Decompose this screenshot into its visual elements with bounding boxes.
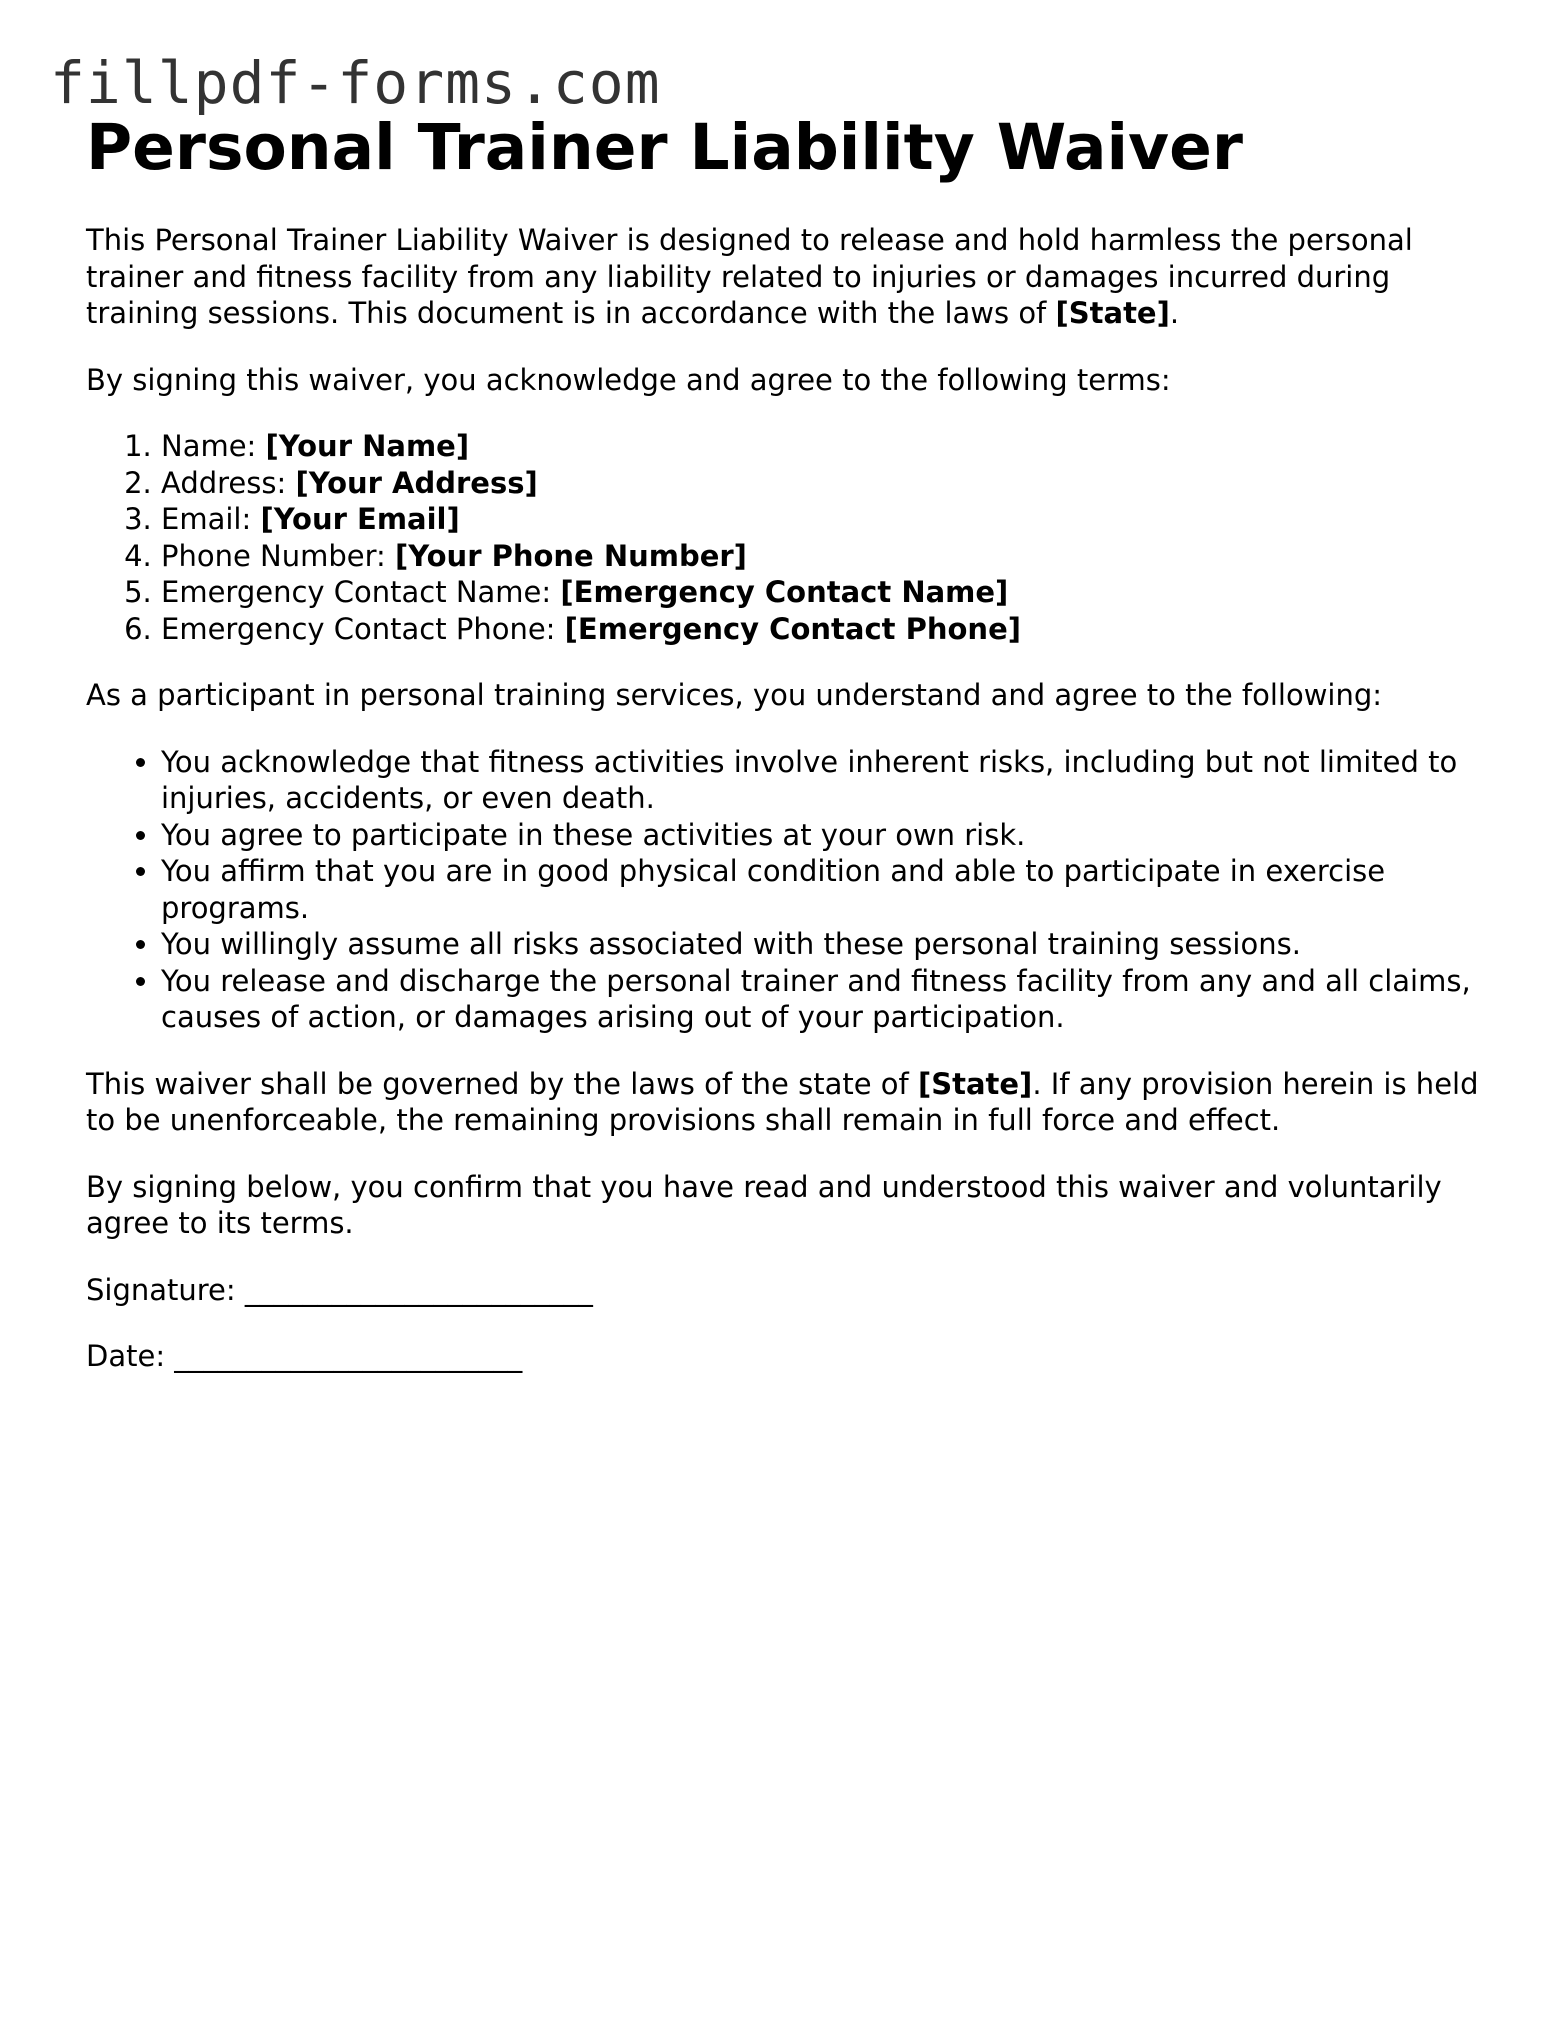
list-item [161,465,1486,502]
list-item: • You affirm that you are in good physical condition and able to participate in exercise programs. [161,853,1486,926]
field-value: [Your Name] [265,429,470,463]
field-value: [Emergency Contact Phone] [564,611,1021,646]
field-label: Email: [161,502,261,536]
page-title: Personal Trainer Liability Waiver [86,111,1243,184]
field-label: Emergency Contact Phone: [161,611,565,646]
field-value: [Your Address] [295,465,538,500]
list-item [161,611,1486,648]
field-label: Emergency Contact Name: [161,575,561,609]
list-item: • You willingly assume all risks associated with these personal training sessions. [161,926,1486,963]
governing-before: This waiver shall be governed by the laws of the state of [86,1066,918,1101]
field-value: [Your Email] [260,502,460,536]
field-label: Phone Number: [161,538,396,573]
list-item [161,574,1486,611]
confirm-paragraph: By signing below, you confirm that you have read and understood this waiver and voluntarily agree to its terms. [86,1169,1442,1240]
field-label: Name: [161,429,266,463]
list-item: • You release and discharge the personal trainer and fitness facility from any and all claims, causes of action, or damages arising out of your participation. [161,963,1486,1036]
intro-end: . [1169,296,1180,330]
list-item: • You agree to participate in these activities at your own risk. [161,817,1486,854]
governing-after: . If any provision herein is held to be unenforceable, the remaining provisions shall remain in full force and effect. [86,1066,1479,1137]
field-value: [Your Phone Number] [395,538,747,573]
watermark: fillpdf-forms.com [50,49,661,117]
acknowledgement-list [86,744,1486,1036]
field-value: [Emergency Contact Name] [560,575,1009,609]
intro-text: This Personal Trainer Liability Waiver is designed to release and hold harmless the personal trainer and fitness facility from any liability related to injuries or damages incurred during training sessions. This document is in accordance with the laws of [86,223,1413,330]
document-body [86,108,1486,1375]
governing-law-paragraph [86,1066,1486,1139]
intro-paragraph [86,222,1486,332]
date-line[interactable]: Date: ________________________ [86,1339,523,1373]
list-item [161,428,1486,465]
terms-lead: By signing this waiver, you acknowledge and agree to the following terms: [86,362,1171,397]
governing-state: [State] [917,1066,1033,1101]
participant-lead: As a participant in personal training services, you understand and agree to the following: [86,678,1383,712]
field-label: Address: [161,465,296,500]
info-fields-list [86,428,1486,647]
intro-state: [State] [1055,296,1170,330]
list-item [161,538,1486,575]
list-item [161,501,1486,538]
list-item: • You acknowledge that fitness activities involve inherent risks, including but not limited to injuries, accidents, or even death. [161,744,1486,817]
signature-line[interactable]: Signature: ________________________ [86,1272,593,1307]
